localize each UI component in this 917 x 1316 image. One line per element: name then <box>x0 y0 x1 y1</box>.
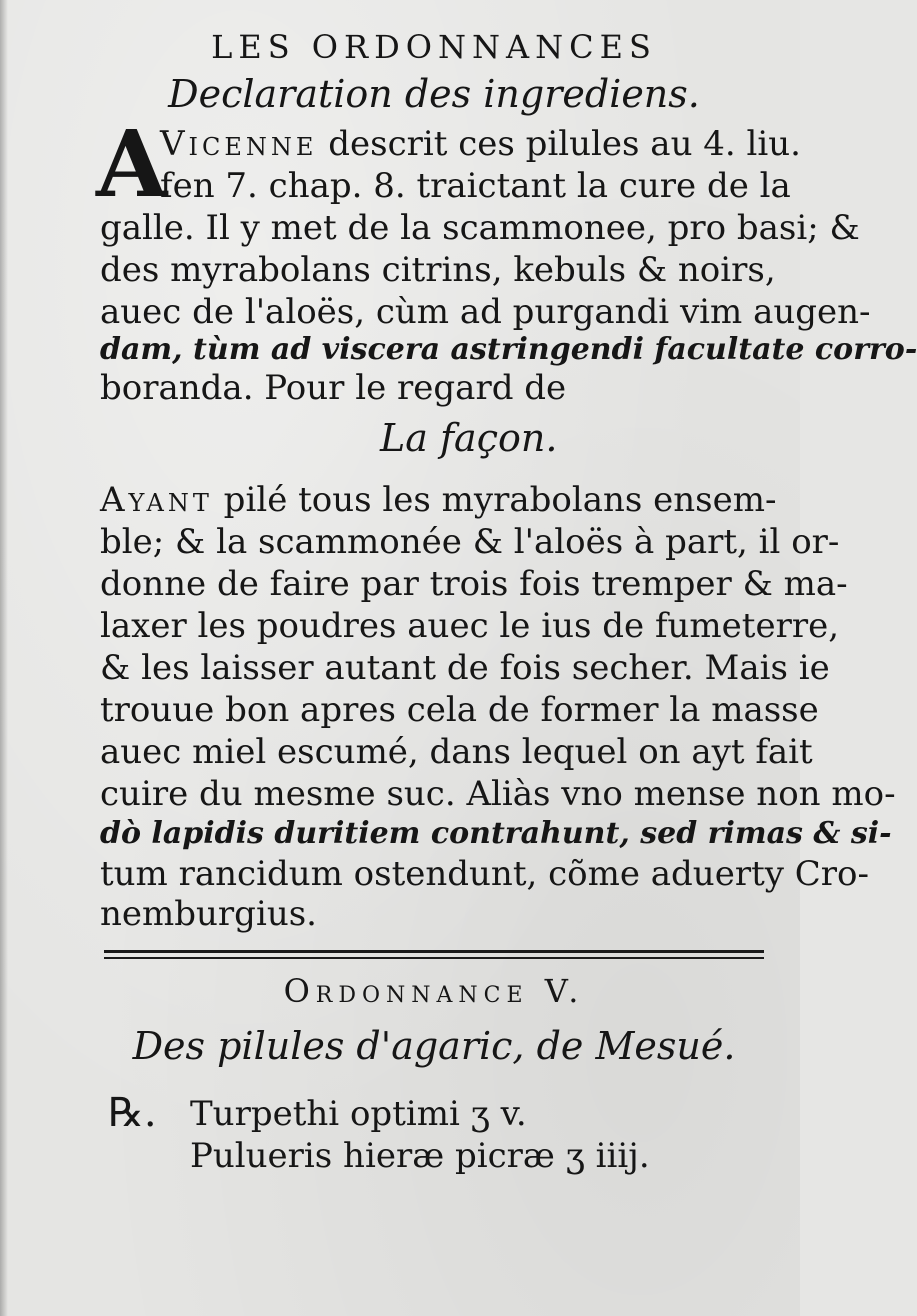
recipe-line: Turpethi optimi ʒ v. <box>190 1094 527 1134</box>
line-text: descrit ces pilules au 4. liu. <box>317 124 801 164</box>
running-head: LES ORDONNANCES <box>211 28 657 66</box>
text-line <box>100 480 777 520</box>
recipe-symbol: ℞. <box>108 1090 157 1136</box>
text-line: auec de l'aloës, cùm ad purgandi vim augen- <box>100 292 871 332</box>
section-rule-thin <box>104 957 764 959</box>
text-line: galle. Il y met de la scammonee, pro basi; & <box>100 208 860 248</box>
small-caps-word: Ayant <box>100 480 213 520</box>
section-heading-facon: La façon. <box>380 416 558 460</box>
text-line: donne de faire par trois fois tremper & ma- <box>100 564 848 604</box>
ordonnance-subtitle: Des pilules d'agaric, de Mesué. <box>132 1024 736 1068</box>
line-text: pilé tous les myrabolans ensem- <box>212 480 777 520</box>
ordonnance-title: Ordonnance V. <box>283 972 585 1010</box>
text-line: des myrabolans citrins, kebuls & noirs, <box>100 250 776 290</box>
text-line: laxer les poudres auec le ius de fumeterre, <box>100 606 840 646</box>
text-line: auec miel escumé, dans lequel on ayt fait <box>100 732 813 772</box>
small-caps-word: Vicenne <box>160 124 318 164</box>
drop-cap: A <box>96 110 168 218</box>
section-rule <box>104 950 764 953</box>
text-line: boranda. Pour le regard de <box>100 368 567 408</box>
text-line: nemburgius. <box>100 894 317 934</box>
text-line-latin: dò lapidis duritiem contrahunt, sed rimas & si- <box>100 816 892 851</box>
recipe-line: Pulueris hieræ picræ ʒ iiij. <box>190 1136 650 1176</box>
text-line: fen 7. chap. 8. traictant la cure de la <box>160 166 791 206</box>
text-line: tum rancidum ostendunt, cõme aduerty Cro- <box>100 854 869 894</box>
text-line-latin: dam, tùm ad viscera astringendi facultate corro- <box>100 332 917 367</box>
text-line <box>160 124 801 164</box>
section-heading-declaration: Declaration des ingrediens. <box>168 72 700 116</box>
text-line: trouue bon apres cela de former la masse <box>100 690 819 730</box>
text-line: & les laisser autant de fois secher. Mais ie <box>100 648 830 688</box>
text-line: cuire du mesme suc. Aliàs vno mense non mo- <box>100 774 896 814</box>
text-line: ble; & la scammonée & l'aloës à part, il or- <box>100 522 840 562</box>
